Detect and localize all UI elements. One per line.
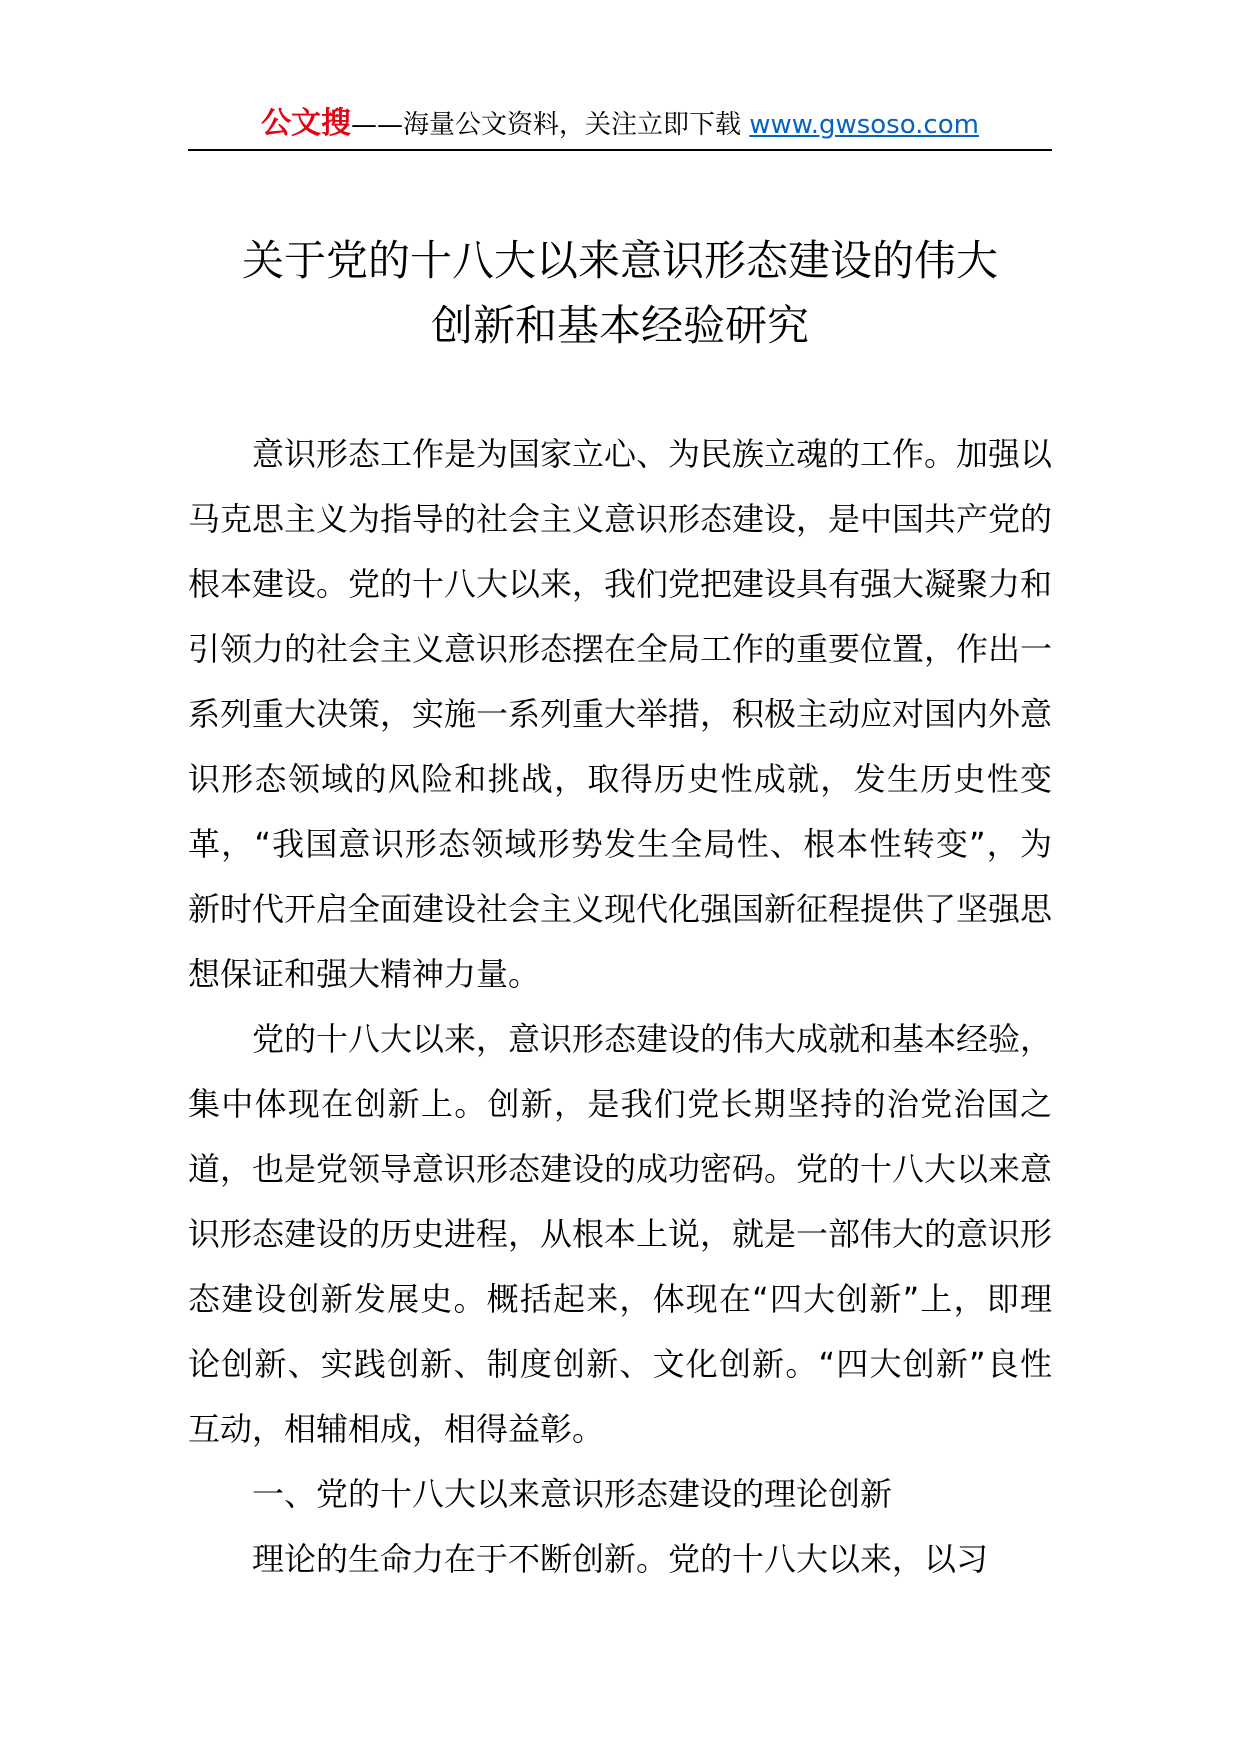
body-paragraph-2: 党的十八大以来，意识形态建设的伟大成就和基本经验，集中体现在创新上。创新，是我们党长期坚持的治党治国之道，也是党领导意识形态建设的成功密码。党的十八大以来意识形态建设的历史进程，从根本上说，就是一部伟大的意识形态建设创新发展史。概括起来，体现在“四大创新”上，即理论创新、实践创新、制度创新、文化创新。“四大创新”良性互动，相辅相成，相得益彰。 — [188, 1020, 1053, 1448]
header-slogan: ——海量公文资料，关注立即下载 — [351, 110, 750, 140]
section-heading-1: 一、党的十八大以来意识形态建设的理论创新 — [252, 1475, 893, 1513]
title-line-2: 创新和基本经验研究 — [430, 301, 809, 350]
document-title — [188, 228, 1052, 358]
website-link[interactable]: www.gwsoso.com — [749, 110, 979, 140]
brand-name: 公文搜 — [261, 106, 352, 141]
title-line-1: 关于党的十八大以来意识形态建设的伟大 — [241, 236, 998, 285]
header-divider — [188, 149, 1052, 151]
document-body — [188, 422, 1052, 1592]
page-header — [188, 100, 1052, 148]
body-paragraph-3: 理论的生命力在于不断创新。党的十八大以来，以习 — [252, 1540, 989, 1578]
body-paragraph-1: 意识形态工作是为国家立心、为民族立魂的工作。加强以马克思主义为指导的社会主义意识形态建设，是中国共产党的根本建设。党的十八大以来，我们党把建设具有强大凝聚力和引领力的社会主义意识形态摆在全局工作的重要位置，作出一系列重大决策，实施一系列重大举措，积极主动应对国内外意识形态领域的风险和挑战，取得历史性成就，发生历史性变革，“我国意识形态领域形势发生全局性、根本性转变”，为新时代开启全面建设社会主义现代化强国新征程提供了坚强思想保证和强大精神力量。 — [188, 435, 1053, 993]
